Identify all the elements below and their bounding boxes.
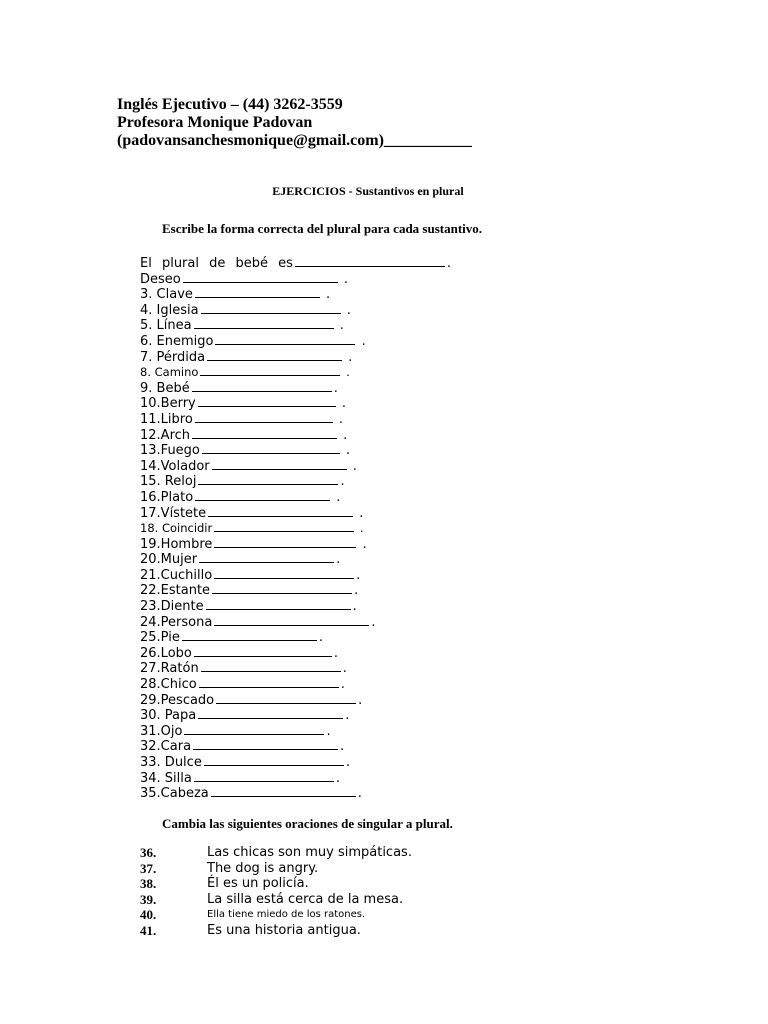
exercise-word: 28.Chico <box>140 677 197 693</box>
answer-blank <box>201 302 341 314</box>
answer-blank <box>198 707 343 719</box>
item-period: . <box>356 521 364 536</box>
exercise-word: 31.Ojo <box>140 723 183 739</box>
item-period: . <box>348 458 357 474</box>
answer-blank <box>214 536 356 548</box>
exercise-word: 18. Coincidir <box>140 521 213 536</box>
exercise-item <box>140 785 451 801</box>
item-period: . <box>355 505 364 521</box>
exercise-word: 6. Enemigo <box>140 333 214 349</box>
exercise-title: EJERCICIOS - Sustantivos en plural <box>272 184 464 198</box>
sentence-text: The dog is angry. <box>207 860 319 876</box>
exercise-word: 30. Papa <box>140 708 197 724</box>
exercise-item <box>140 473 451 489</box>
sentence-number: 38. <box>140 876 157 892</box>
answer-blank <box>194 317 334 329</box>
exercise-item <box>140 676 451 692</box>
exercise-item <box>140 364 451 380</box>
item-period: . <box>321 287 331 303</box>
exercise-word: 22.Estante <box>140 583 211 599</box>
exercise-word: 13.Fuego <box>140 443 200 459</box>
answer-blank <box>214 614 369 626</box>
item-period: . <box>339 271 348 287</box>
exercise-word: 11.Libro <box>140 411 193 427</box>
exercise-word: 32.Cara <box>140 739 192 755</box>
exercise-item <box>140 567 451 583</box>
answer-blank <box>183 271 338 283</box>
exercise-item <box>140 458 451 474</box>
exercise-item <box>140 707 451 723</box>
answer-blank <box>192 427 337 439</box>
answer-blank <box>206 598 351 610</box>
item-period: . <box>336 552 341 568</box>
exercise-word: El plural de bebé es <box>140 256 293 271</box>
item-period: . <box>334 411 344 427</box>
item-period: . <box>342 302 351 318</box>
item-period: . <box>358 692 363 708</box>
item-period: . <box>342 661 347 677</box>
exercise-item <box>140 692 451 708</box>
item-period: . <box>354 583 359 599</box>
item-period: . <box>337 396 347 412</box>
item-period: . <box>342 365 350 380</box>
item-period: . <box>345 755 350 770</box>
answer-blank <box>199 551 334 563</box>
exercise-item <box>140 660 451 676</box>
item-period: . <box>333 645 338 661</box>
exercise-item <box>140 738 451 754</box>
answer-blank <box>199 676 339 688</box>
exercise-word: 34. Silla <box>140 770 192 786</box>
exercise-word: 17.Vístete <box>140 505 207 521</box>
sentence-number: 40. <box>140 907 157 923</box>
exercise-word: 12.Arch <box>140 427 191 443</box>
exercise-item <box>140 349 451 365</box>
exercise-item <box>140 505 451 521</box>
item-period: . <box>326 723 331 739</box>
answer-blank <box>216 692 356 704</box>
exercise-word: 7. Pérdida <box>140 349 206 365</box>
exercise-item <box>140 629 451 645</box>
exercise-item <box>140 427 451 443</box>
item-period: . <box>340 739 345 755</box>
item-period: . <box>335 318 344 334</box>
item-period: . <box>357 333 366 349</box>
exercise-word: 3. Clave <box>140 287 193 303</box>
item-period: . <box>339 427 348 443</box>
exercise-item <box>140 317 451 333</box>
answer-blank <box>184 723 324 735</box>
exercise-word: 16.Plato <box>140 489 194 505</box>
item-period: . <box>357 786 362 802</box>
answer-blank <box>211 785 356 797</box>
exercise-word: Deseo <box>140 271 181 287</box>
item-period: . <box>356 567 361 583</box>
sentence-number: 39. <box>140 891 157 907</box>
answer-blank <box>214 567 354 579</box>
answer-blank <box>195 286 320 298</box>
exercise-item <box>140 302 451 318</box>
exercise-item <box>140 333 451 349</box>
item-period: . <box>341 443 351 459</box>
header-line-course: Inglés Ejecutivo – (44) 3262-3559 <box>117 96 343 113</box>
answer-blank <box>214 520 354 532</box>
exercise-item <box>140 598 451 614</box>
item-period: . <box>344 349 353 365</box>
exercise-word: 5. Línea <box>140 318 192 334</box>
sentence-text: Es una historia antigua. <box>207 922 361 938</box>
item-period: . <box>352 599 357 615</box>
answer-blank <box>200 364 340 376</box>
exercise-item <box>140 255 451 271</box>
exercise-item <box>140 395 451 411</box>
exercise-item <box>140 614 451 630</box>
exercise-item <box>140 582 451 598</box>
answer-blank <box>215 333 355 345</box>
answer-blank <box>194 645 332 657</box>
exercise-word: 35.Cabeza <box>140 786 209 802</box>
exercise-word: 15. Reloj <box>140 474 197 490</box>
item-period: . <box>333 380 338 396</box>
item-period: . <box>332 489 341 505</box>
exercise-word: 29.Pescado <box>140 692 215 708</box>
exercise-word: 24.Persona <box>140 614 213 630</box>
exercise-item <box>140 411 451 427</box>
item-period: . <box>340 474 345 490</box>
exercise-word: 4. Iglesia <box>140 302 199 318</box>
answer-blank <box>208 505 353 517</box>
answer-blank <box>201 660 341 672</box>
answer-blank <box>192 380 332 392</box>
sentence-number: 41. <box>140 922 157 938</box>
exercise-word: 26.Lobo <box>140 645 192 661</box>
exercise-word: 19.Hombre <box>140 536 213 552</box>
exercise-word: 27.Ratón <box>140 661 199 677</box>
exercise-word: 33. Dulce <box>140 755 202 770</box>
sentence-text: Las chicas son muy simpáticas. <box>207 845 412 860</box>
exercise-word: 8. Camino <box>140 365 199 380</box>
exercise-item <box>140 723 451 739</box>
answer-blank <box>182 629 317 641</box>
exercise-item <box>140 380 451 396</box>
item-period: . <box>358 536 367 552</box>
answer-blank <box>198 395 336 407</box>
exercise-list <box>140 255 451 801</box>
instruction-sentences: Cambia las siguientes oraciones de singular a plural. <box>162 816 453 831</box>
answer-blank <box>193 738 338 750</box>
answer-blank <box>212 582 352 594</box>
exercise-item <box>140 645 451 661</box>
exercise-item <box>140 489 451 505</box>
answer-blank <box>194 770 334 782</box>
header-line-email: (padovansanchesmonique@gmail.com)___________ <box>117 132 472 149</box>
exercise-item <box>140 770 451 786</box>
exercise-item <box>140 551 451 567</box>
item-period: . <box>371 614 376 630</box>
exercise-word: 10.Berry <box>140 396 196 412</box>
answer-blank <box>207 349 342 361</box>
sentence-text: La silla está cerca de la mesa. <box>207 891 404 907</box>
exercise-item <box>140 754 451 770</box>
exercise-item <box>140 442 451 458</box>
exercise-word: 21.Cuchillo <box>140 567 213 583</box>
answer-blank <box>204 754 344 766</box>
answer-blank <box>295 255 445 267</box>
exercise-item <box>140 536 451 552</box>
sentence-text: Ella tiene miedo de los ratones. <box>207 909 366 921</box>
sentence-number: 36. <box>140 845 157 860</box>
exercise-word: 20.Mujer <box>140 552 198 568</box>
exercise-word: 9. Bebé <box>140 380 190 396</box>
item-period: . <box>345 708 350 724</box>
exercise-item <box>140 520 451 536</box>
answer-blank <box>195 489 330 501</box>
document-header <box>117 96 472 150</box>
item-period: . <box>340 677 345 693</box>
sentence-number: 37. <box>140 860 157 876</box>
exercise-item <box>140 271 451 287</box>
answer-blank <box>198 473 338 485</box>
sentence-text: Él es un policía. <box>207 876 309 892</box>
exercise-word: 25.Pie <box>140 630 180 646</box>
instruction-plural: Escribe la forma correcta del plural para cada sustantivo. <box>162 221 483 236</box>
exercise-word: 23.Diente <box>140 599 204 615</box>
answer-blank <box>195 411 333 423</box>
item-period: . <box>335 770 341 786</box>
item-period: . <box>318 630 323 646</box>
exercise-word: 14.Volador <box>140 458 210 474</box>
header-line-teacher: Profesora Monique Padovan <box>117 114 313 131</box>
item-period: . <box>446 256 452 271</box>
exercise-item <box>140 286 451 302</box>
answer-blank <box>202 442 340 454</box>
answer-blank <box>212 458 347 470</box>
